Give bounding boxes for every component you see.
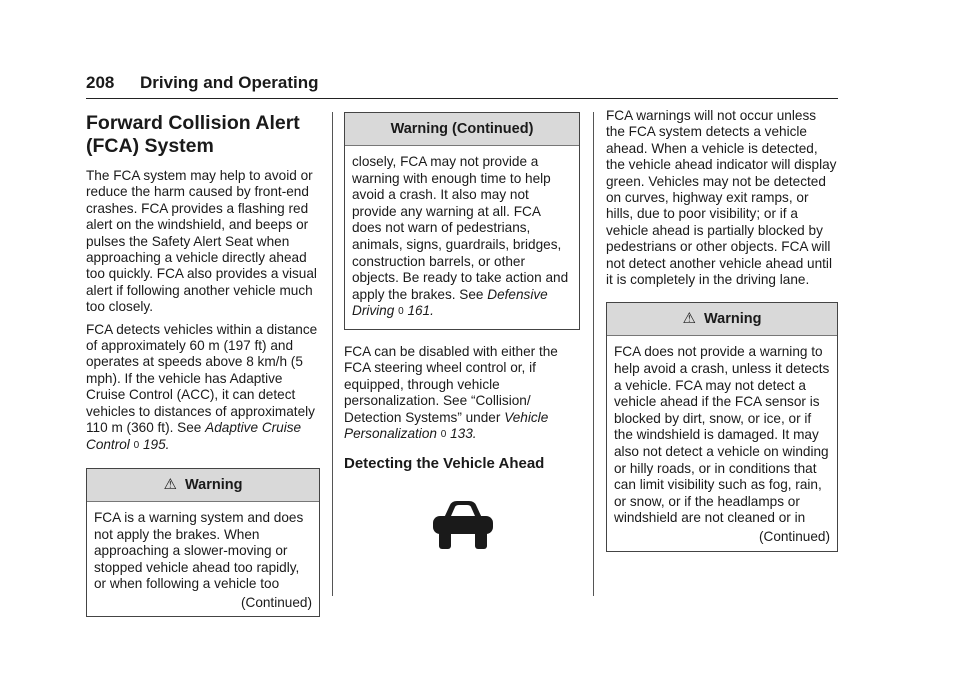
cross-reference-link[interactable]: Vehicle Personalization: [344, 409, 549, 441]
paragraph: FCA can be disabled with either the FCA steering wheel control or, if equipped, through vehicle personalization. See “Collision/ Detection Systems” under Vehicle Personalization 0 133.: [344, 343, 558, 441]
warning-box-continued: [344, 112, 580, 330]
paragraph: The FCA system may help to avoid or reduce the harm caused by front-end crashes. FCA provides a flashing red alert on the windshield, and beeps or pulses the Safety Alert Seat when approaching a vehicle directly ahead too quickly. FCA also provides a visual alert if following another vehicle much too closely.: [86, 168, 317, 315]
page-header: [86, 70, 838, 99]
column-1: [86, 108, 320, 617]
page-title: Forward Collision Alert (FCA) System: [86, 112, 300, 157]
cross-reference-link[interactable]: Defensive Driving: [352, 286, 548, 319]
cross-reference-link[interactable]: Adaptive Cruise Control: [86, 420, 302, 452]
page-ref-icon: 0: [398, 306, 404, 318]
vehicle-ahead-indicator-icon: [432, 500, 494, 550]
paragraph: FCA warnings will not occur unless the FCA system detects a vehicle ahead. When a vehicle is detected, the vehicle ahead indicator will display green. Vehicles may not be detected on curves, highway exit ramps, or hills, due to poor visibility; or if a vehicle ahead is partially blocked by pedestrians or other objects. FCA will not detect another vehicle ahead until it is completely in the driving lane.: [606, 108, 837, 288]
warning-body: FCA is a warning system and does not apply the brakes. When approaching a slower-moving or stopped vehicle ahead too rapidly, or when following a vehicle too (Continued): [94, 509, 312, 610]
warning-body: closely, FCA may not provide a warning with enough time to help avoid a crash. It also may not provide any warning at all. FCA does not warn of pedestrians, animals, signs, guardrails, bridges, construction barrels, or other objects. Be ready to take action and apply the brakes. See Defensive Driving 0 161.: [352, 154, 569, 319]
page-ref-number: 195: [142, 436, 166, 452]
column-divider: [593, 112, 594, 596]
paragraph: FCA detects vehicles within a distance of approximately 60 m (197 ft) and operates at speeds above 8 km/h (5 mph). If the vehicle has Adaptive Cruise Control (ACC), it can detect vehicles to distances of approximately 110 m (360 ft). See Adaptive Cruise Control 0 195.: [86, 321, 318, 452]
page-ref-number: 161: [407, 303, 431, 319]
continued-label: (Continued): [758, 529, 830, 544]
warning-header: ⚠ Warning: [607, 303, 837, 336]
continued-label: (Continued): [240, 594, 312, 610]
page-ref-icon: 0: [133, 439, 140, 451]
page-ref-icon: 0: [440, 428, 447, 440]
warning-header: ⚠ Warning: [87, 469, 319, 502]
warning-box: [606, 302, 838, 551]
page-number: 208: [86, 73, 115, 92]
warning-body: FCA does not provide a warning to help avoid a crash, unless it detects a vehicle. FCA may not detect a vehicle ahead if the FCA sensor is blocked by dirt, snow, or ice, or if the windshield is damaged. It may also not detect a vehicle on winding or hilly roads, or in conditions that can limit visibility such as fog, rain, or snow, or if the headlamps or windshield are not cleaned or in (Continued): [614, 344, 830, 544]
section-title: Driving and Operating: [140, 73, 319, 92]
warning-triangle-icon: ⚠: [682, 310, 696, 328]
warning-box: [86, 468, 320, 618]
warning-header: Warning (Continued): [345, 113, 579, 146]
page-ref-number: 133: [450, 425, 473, 441]
column-3: [606, 108, 838, 552]
column-2: [344, 108, 580, 473]
column-divider: [332, 112, 333, 596]
warning-triangle-icon: ⚠: [163, 475, 177, 493]
subheading: Detecting the Vehicle Ahead: [344, 455, 545, 473]
